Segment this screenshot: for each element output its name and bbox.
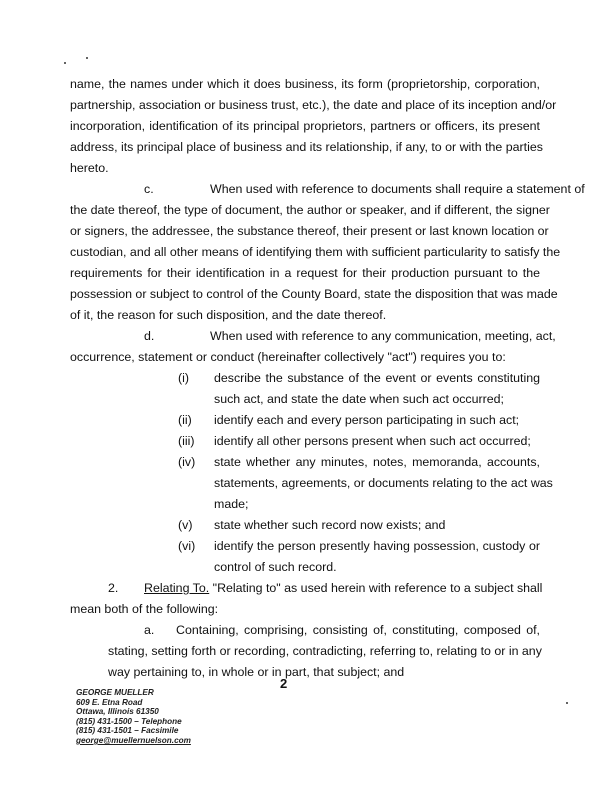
scan-speck: [566, 702, 568, 704]
item-text: [214, 536, 540, 578]
text-line: [108, 620, 540, 641]
telephone: (815) 431-1500 – Telephone: [76, 716, 182, 726]
text-line: the date thereof, the type of document, the author or speaker, and if different, the signer: [70, 203, 550, 217]
street-address: 609 E. Etna Road: [76, 697, 143, 707]
item-number: (ii): [178, 413, 192, 427]
item-number: (i): [178, 371, 190, 385]
text-line: requirements for their identification in a request for their production pursuant to the: [70, 266, 540, 280]
subsection-label: a.: [144, 623, 155, 637]
subsection-label: d.: [144, 329, 155, 343]
item-text: [214, 452, 553, 515]
text-line: hereto.: [70, 161, 109, 175]
text-line: such act, and state the date when such act occurred;: [214, 392, 504, 406]
text-fragment: "Relating to" as used herein with reference to a subject shall: [212, 581, 543, 595]
text-line: statements, agreements, or documents relating to the act was: [214, 476, 553, 490]
subsection-a: [108, 620, 540, 683]
text-line: custodian, and all other means of identifying them with sufficient particularity to satisfy the: [70, 245, 561, 259]
text-line: state whether any minutes, notes, memoranda, accounts,: [214, 455, 540, 469]
section-heading: Relating To.: [144, 581, 210, 595]
page-number: 2: [280, 676, 288, 691]
section-2: [70, 578, 543, 620]
item-number: (iii): [178, 434, 195, 448]
scan-speck: [64, 62, 66, 64]
text-line: identify all other persons present when such act occurred;: [214, 434, 531, 448]
text-line: made;: [214, 497, 249, 511]
city-address: Ottawa, Illinois 61350: [76, 707, 159, 717]
text-line: control of such record.: [214, 560, 337, 574]
subsection-c: [70, 179, 585, 326]
item-text: [214, 431, 540, 452]
text-line: identify each and every person participating in such act;: [214, 413, 520, 427]
text-fragment: Containing, comprising, consisting of, constituting, composed of,: [176, 623, 540, 637]
text-line: of it, the reason for such disposition, and the date thereof.: [70, 308, 387, 322]
facsimile: (815) 431-1501 – Facsimile: [76, 726, 179, 736]
item-number: (vi): [178, 539, 196, 553]
text-fragment: When used with reference to any communication, meeting, act,: [210, 329, 556, 343]
item-number: (iv): [178, 455, 196, 469]
paragraph-entity-definition: [70, 74, 557, 179]
text-line: address, its principal place of business and its relationship, if any, to or with the parties: [70, 140, 543, 154]
text-line: [70, 179, 585, 200]
text-line: partnership, association or business trust, etc.), the date and place of its inception and/or: [70, 98, 557, 112]
scan-speck: [86, 57, 88, 59]
item-number: (v): [178, 518, 193, 532]
item-text: [214, 515, 540, 536]
text-line: mean both of the following:: [70, 602, 219, 616]
text-line: name, the names under which it does business, its form (proprietorship, corporation,: [70, 77, 540, 91]
email-link[interactable]: george@muellernuelson.com: [76, 735, 191, 745]
subsection-label: c.: [144, 182, 154, 196]
text-line: state whether such record now exists; and: [214, 518, 446, 532]
attorney-footer: [76, 688, 191, 746]
item-text: [214, 368, 540, 410]
text-line: possession or subject to control of the County Board, state the disposition that was made: [70, 287, 558, 301]
text-line: occurrence, statement or conduct (hereinafter collectively "act") requires you to:: [70, 350, 506, 364]
text-line: [70, 326, 556, 347]
attorney-name: GEORGE MUELLER: [76, 688, 154, 697]
text-line: incorporation, identification of its principal proprietors, partners or officers, its present: [70, 119, 540, 133]
text-line: identify the person presently having possession, custody or: [214, 539, 540, 553]
subsection-d: [70, 326, 556, 368]
section-number: 2.: [108, 581, 119, 595]
text-line: stating, setting forth or recording, contradicting, referring to, relating to or in any: [108, 644, 542, 658]
text-line: way pertaining to, in whole or in part, that subject; and: [108, 665, 405, 679]
text-line: [70, 578, 543, 599]
text-line: or signers, the addressee, the substance thereof, their present or last known location or: [70, 224, 549, 238]
item-text: [214, 410, 540, 431]
text-fragment: When used with reference to documents shall require a statement of: [210, 182, 585, 196]
text-line: describe the substance of the event or events constituting: [214, 371, 540, 385]
